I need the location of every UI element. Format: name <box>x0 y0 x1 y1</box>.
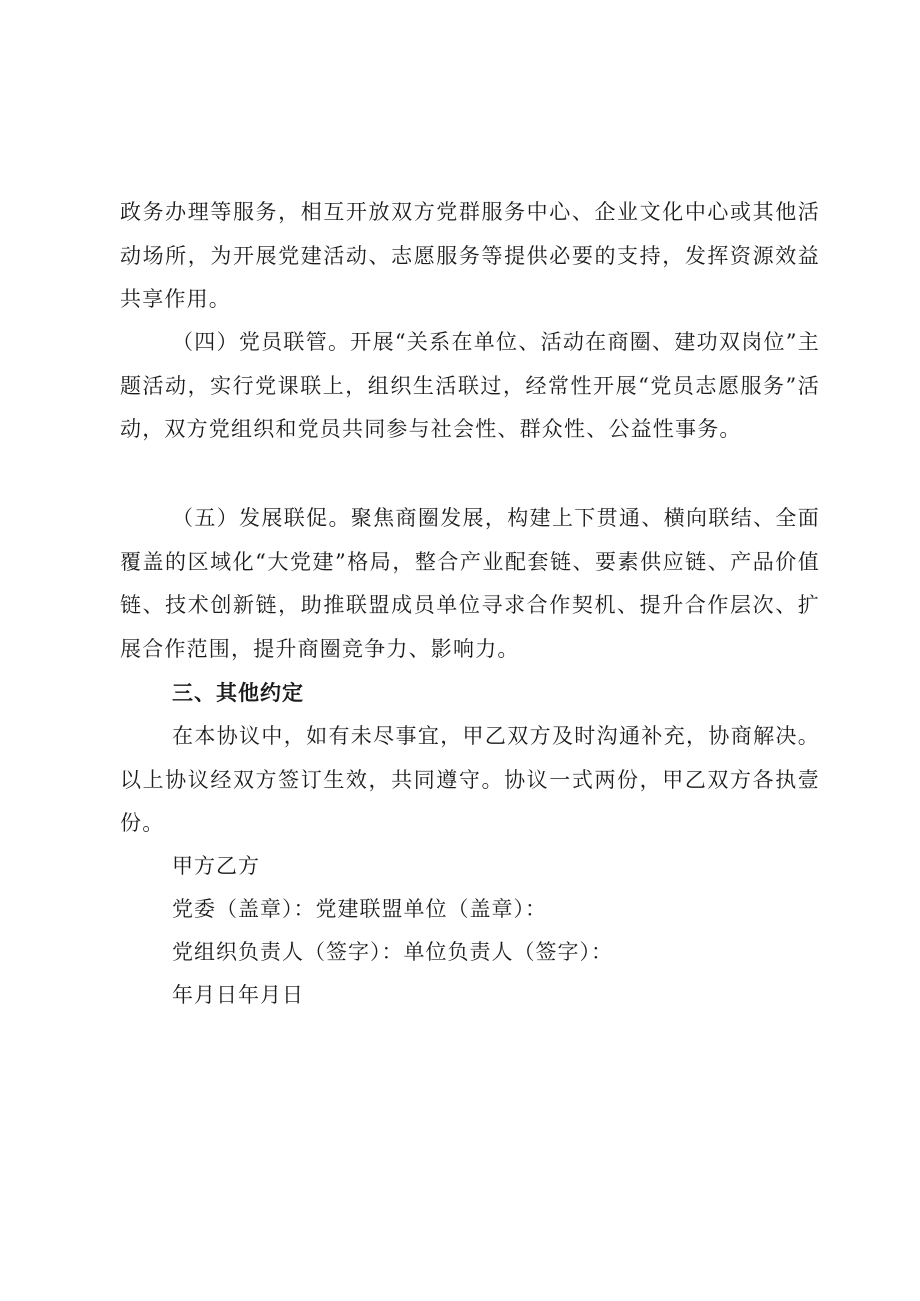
paragraph-development-promotion: （五）发展联促。聚焦商圈发展，构建上下贯通、横向联结、全面覆盖的区域化“大党建”格局，整合产业配套链、要素供应链、产品价值链、技术创新链，助推联盟成员单位寻求合作契机、提升合作层次、扩展合作范围，提升商圈竞争力、影响力。 <box>120 506 820 661</box>
signature-signer-line: 党组织负责人（签字）：单位负责人（签字）： <box>172 940 613 964</box>
paragraph-member-management: （四）党员联管。开展“关系在单位、活动在商圈、建功双岗位”主题活动，实行党课联上，组织生活联过，经常性开展“党员志愿服务”活动，双方党组织和党员共同参与社会性、群众性、公益性事务。 <box>120 330 820 441</box>
signature-parties: 甲方乙方 <box>172 854 260 878</box>
section-heading-other-agreements: 三、其他约定 <box>172 681 304 705</box>
paragraph-other-agreements: 在本协议中，如有未尽事宜，甲乙双方及时沟通补充，协商解决。以上协议经双方签订生效，共同遵守。协议一式两份，甲乙双方各执壹份。 <box>120 724 820 835</box>
paragraph-resource-sharing: 政务办理等服务，相互开放双方党群服务中心、企业文化中心或其他活动场所，为开展党建活动、志愿服务等提供必要的支持，发挥资源效益共享作用。 <box>120 200 820 311</box>
signature-seal-line: 党委（盖章）：党建联盟单位（盖章）： <box>172 897 547 921</box>
signature-date-line: 年月日年月日 <box>172 983 304 1007</box>
